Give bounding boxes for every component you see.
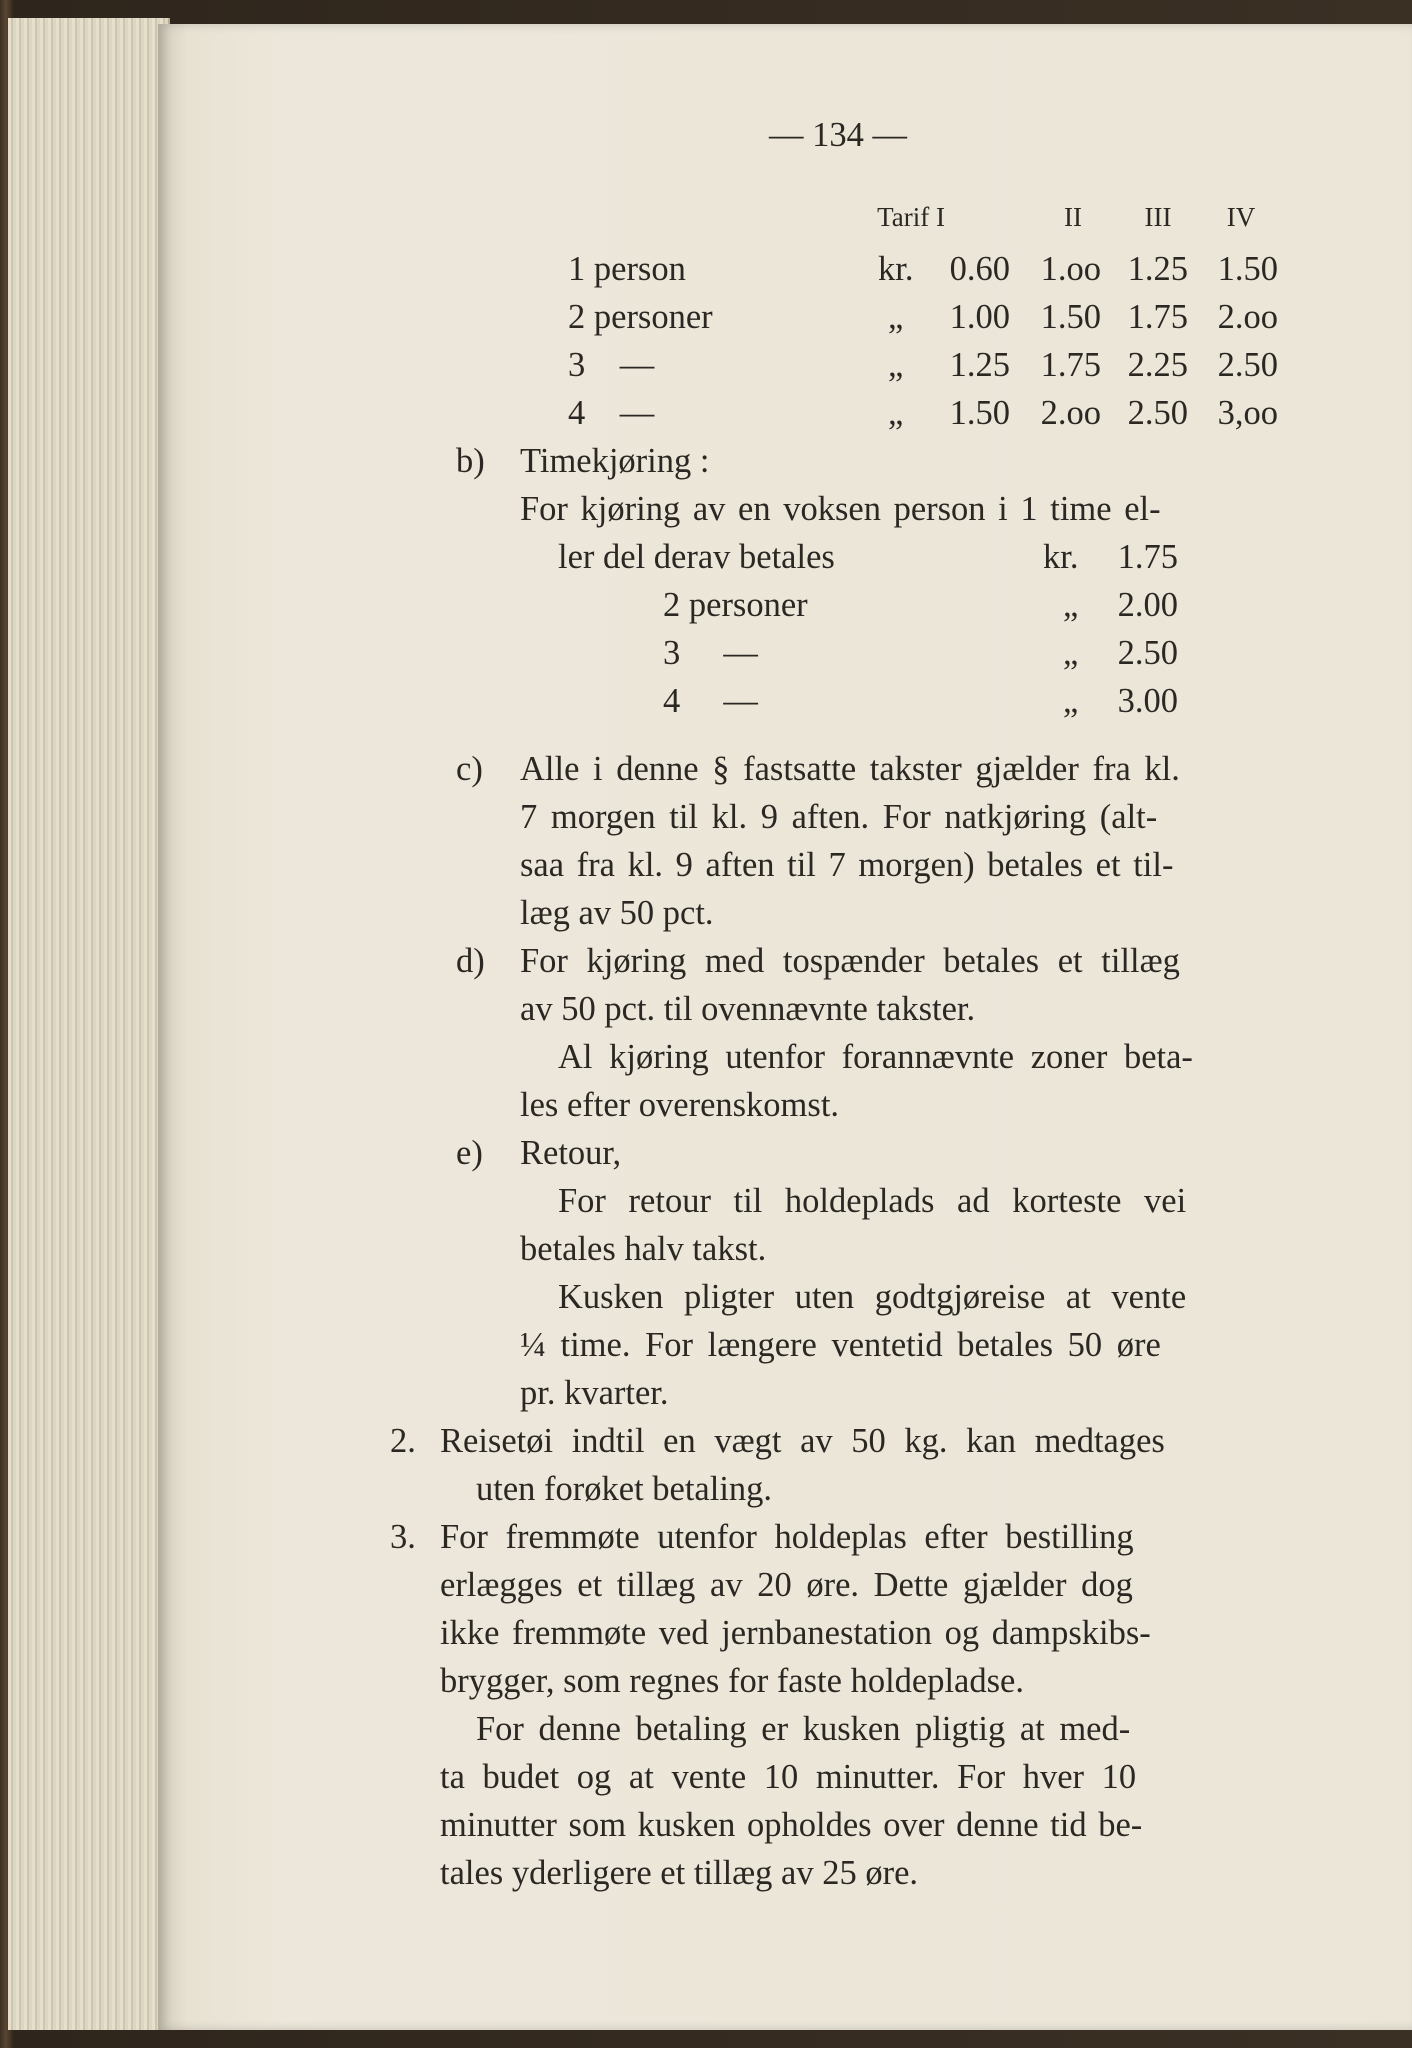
item-3-line: erlægges et tillæg av 20 øre. Dette gjælder dog: [440, 1566, 1133, 1604]
tariff-cell: 1.25: [949, 346, 1010, 384]
item-3-line: tales yderligere et tillæg av 25 øre.: [440, 1854, 919, 1892]
section-d-line: Al kjøring utenfor forannævnte zoner beta-: [558, 1038, 1193, 1076]
section-b-line: ler del derav betales: [558, 538, 835, 576]
section-c-line: saa fra kl. 9 aften til 7 morgen) betales et til-: [520, 846, 1174, 884]
tariff-row-unit: kr.: [878, 250, 914, 288]
page-number: — 134 —: [769, 116, 907, 154]
item-3-line: ta budet og at vente 10 minutter. For hver 10: [440, 1758, 1137, 1796]
section-e-line: betales halv takst.: [520, 1230, 767, 1268]
section-b-row-value: 2.00: [1117, 586, 1178, 624]
item-3-line: brygger, som regnes for faste holdepladse.: [440, 1662, 1024, 1700]
tariff-header: IV: [1226, 202, 1256, 232]
section-d-line: av 50 pct. til ovennævnte takster.: [520, 990, 976, 1028]
tariff-cell: 2.50: [1217, 346, 1278, 384]
section-b-title: Timekjøring :: [520, 442, 710, 480]
tariff-cell: 2.oo: [1217, 298, 1278, 336]
tariff-cell: 3,oo: [1217, 394, 1278, 432]
tariff-cell: 2.oo: [1040, 394, 1101, 432]
item-3-line: For fremmøte utenfor holdeplas efter bestilling: [440, 1518, 1134, 1556]
tariff-row-label: 2 personer: [568, 298, 713, 336]
item-2-line: uten forøket betaling.: [476, 1470, 773, 1508]
section-b-row-unit: „: [1063, 586, 1079, 624]
tariff-cell: 1.75: [1127, 298, 1188, 336]
section-b-row-unit: „: [1063, 634, 1079, 672]
section-c-line: 7 morgen til kl. 9 aften. For natkjøring (alt-: [520, 798, 1158, 836]
section-b-marker: b): [456, 442, 485, 480]
tariff-row-label: 4 —: [568, 394, 655, 432]
section-d-line: For kjøring med tospænder betales et tillæg: [520, 942, 1180, 980]
tariff-header: III: [1144, 202, 1172, 232]
tariff-cell: 0.60: [949, 250, 1010, 288]
tariff-cell: 2.50: [1127, 394, 1188, 432]
section-b-row-label: 2 personer: [663, 586, 808, 624]
tariff-cell: 1.oo: [1040, 250, 1101, 288]
tariff-cell: 1.00: [949, 298, 1010, 336]
section-c-marker: c): [456, 750, 483, 788]
tariff-cell: 1.25: [1127, 250, 1188, 288]
item-3-marker: 3.: [390, 1518, 416, 1556]
tariff-cell: 1.50: [1040, 298, 1101, 336]
item-3-line: minutter som kusken opholdes over denne tid be-: [440, 1806, 1143, 1844]
tariff-header: II: [1064, 202, 1082, 232]
tariff-cell: 1.75: [1040, 346, 1101, 384]
section-b-unit: kr.: [1043, 538, 1079, 576]
item-3-line: ikke fremmøte ved jernbanestation og dampskibs-: [440, 1614, 1151, 1652]
page-edges: [8, 18, 170, 2030]
tariff-row-unit: „: [888, 298, 904, 336]
book-page: [158, 24, 1412, 2030]
section-b-row-label: 3 —: [663, 634, 758, 672]
item-2-line: Reisetøi indtil en vægt av 50 kg. kan medtages: [440, 1422, 1165, 1460]
section-e-line: Kusken pligter uten godtgjøreise at vente: [558, 1278, 1187, 1316]
tariff-row-unit: „: [888, 394, 904, 432]
item-3-line: For denne betaling er kusken pligtig at med-: [476, 1710, 1131, 1748]
section-d-marker: d): [456, 942, 485, 980]
section-b-row-label: 4 —: [663, 682, 758, 720]
section-e-marker: e): [456, 1134, 483, 1172]
section-e-line: For retour til holdeplads ad korteste vei: [558, 1182, 1187, 1220]
section-c-line: Alle i denne § fastsatte takster gjælder fra kl.: [520, 750, 1180, 788]
section-b-line: For kjøring av en voksen person i 1 time el-: [520, 490, 1161, 528]
tariff-cell: 1.50: [949, 394, 1010, 432]
section-d-line: les efter overenskomst.: [520, 1086, 840, 1124]
section-b-row-unit: „: [1063, 682, 1079, 720]
tariff-header: Tarif I: [877, 202, 945, 232]
section-e-title: Retour,: [520, 1134, 622, 1172]
section-e-line: pr. kvarter.: [520, 1374, 669, 1412]
tariff-row-label: 3 —: [568, 346, 655, 384]
section-b-row-value: 2.50: [1117, 634, 1178, 672]
section-c-line: læg av 50 pct.: [520, 894, 714, 932]
item-2-marker: 2.: [390, 1422, 416, 1460]
tariff-row-label: 1 person: [568, 250, 686, 288]
tariff-row-unit: „: [888, 346, 904, 384]
section-b-value: 1.75: [1117, 538, 1178, 576]
section-e-line: ¼ time. For længere ventetid betales 50 øre: [520, 1326, 1161, 1364]
tariff-cell: 2.25: [1127, 346, 1188, 384]
section-b-row-value: 3.00: [1117, 682, 1178, 720]
tariff-cell: 1.50: [1217, 250, 1278, 288]
